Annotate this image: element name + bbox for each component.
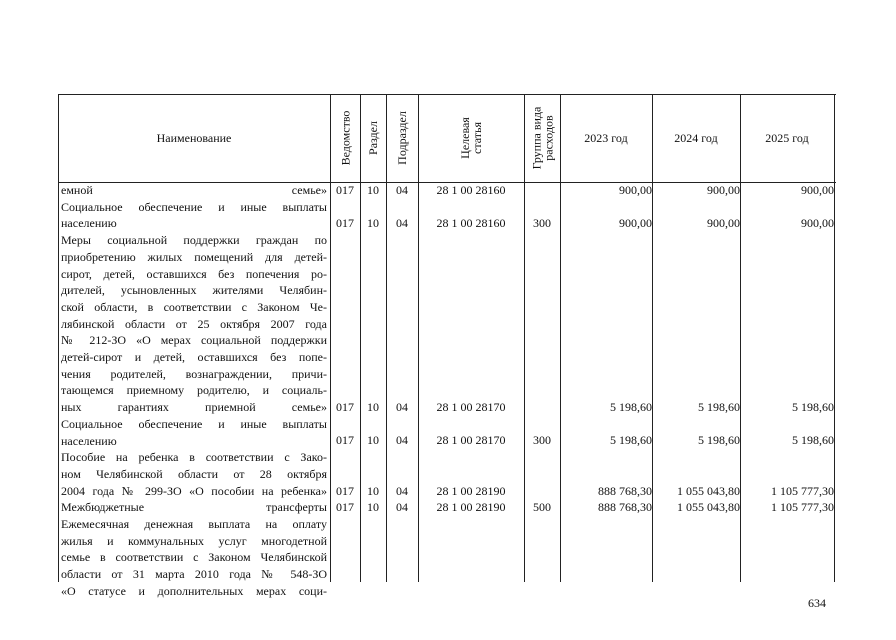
cell-podrazdel: 04 — [396, 183, 408, 197]
cell-podrazdel: 04 — [396, 400, 408, 415]
table-row — [58, 182, 836, 199]
row-name-line: емной семье» — [61, 183, 327, 197]
row-name-line: дителей, усыновленных жителями Челябин- — [61, 283, 327, 298]
cell-razdel: 10 — [367, 183, 379, 197]
cell-razdel: 10 — [367, 400, 379, 415]
header-2023-text: 2023 год — [584, 130, 628, 145]
cell-ved: 017 — [336, 400, 354, 415]
cell-y2023: 888 768,30 — [598, 500, 652, 515]
cell-y2024: 1 055 043,80 — [677, 500, 740, 515]
cell-razdel: 10 — [367, 483, 379, 498]
row-name-line: «О статусе и дополнительных мерах соци- — [61, 583, 327, 598]
row-name-line: семье в соответствии с Законом Челябинской — [61, 550, 327, 565]
cell-podrazdel: 04 — [396, 500, 408, 515]
row-name-line: области от 31 марта 2010 года № 548-ЗО — [61, 567, 327, 582]
cell-y2023: 5 198,60 — [610, 400, 652, 415]
cell-ved: 017 — [336, 216, 354, 231]
cell-celevaya: 28 1 00 28160 — [436, 183, 506, 197]
row-name-line: детей-сирот и детей, оставшихся без попе- — [61, 350, 327, 365]
row-name — [61, 516, 327, 600]
cell-y2024: 900,00 — [707, 183, 740, 197]
header-2025 — [740, 94, 834, 182]
row-name-line: ном Челябинской области от 28 октября — [61, 466, 327, 481]
cell-y2023: 900,00 — [619, 216, 652, 231]
row-name — [61, 199, 327, 232]
cell-y2025: 5 198,60 — [792, 400, 834, 415]
row-name-line: населению — [61, 216, 117, 231]
cell-razdel: 10 — [367, 500, 379, 515]
row-name-line: чения родителей, вознаграждении, причи- — [61, 366, 327, 381]
cell-celevaya: 28 1 00 28190 — [436, 483, 506, 498]
row-name-line: населению — [61, 433, 117, 448]
cell-ved: 017 — [336, 483, 354, 498]
row-name-line: Социальное обеспечение и иные выплаты — [61, 199, 327, 214]
row-name-line: ных гарантиях приемной семье» — [61, 400, 327, 415]
header-2023 — [560, 94, 652, 182]
cell-ved: 017 — [336, 500, 354, 515]
row-name-line: № 212-ЗО «О мерах социальной поддержки — [61, 333, 327, 348]
header-celevaya — [418, 94, 524, 182]
header-2024-text: 2024 год — [674, 130, 718, 145]
table-row — [58, 199, 836, 232]
cell-y2023: 900,00 — [619, 183, 652, 197]
header-name-text: Наименование — [156, 130, 232, 145]
cell-podrazdel: 04 — [396, 433, 408, 448]
cell-gruppa: 300 — [533, 433, 551, 448]
header-vedomstvo-text: Ведомство — [338, 110, 353, 166]
row-name-line: сирот, детей, оставшихся без попечения ро- — [61, 266, 327, 281]
row-name — [61, 232, 327, 416]
row-name-line: тающемся приемному родителю, и социаль- — [61, 383, 327, 398]
cell-ved: 017 — [336, 183, 354, 197]
table-row — [58, 516, 836, 600]
row-name-line: Ежемесячная денежная выплата на оплату — [61, 517, 327, 531]
row-name-line: ской области, в соответствии с Законом Че- — [61, 299, 327, 314]
header-celevaya-line1: Целевая — [457, 117, 472, 159]
header-gruppa-text — [530, 107, 554, 170]
header-podrazdel — [386, 94, 418, 182]
cell-y2024: 5 198,60 — [698, 433, 740, 448]
cell-celevaya: 28 1 00 28170 — [436, 433, 506, 448]
budget-table — [58, 94, 836, 598]
row-name-line: Меры социальной поддержки граждан по — [61, 233, 327, 248]
row-name — [61, 449, 327, 499]
cell-y2025: 900,00 — [801, 216, 834, 231]
header-2025-text: 2025 год — [765, 130, 809, 145]
row-name-line: приобретению жилых помещений для детей- — [61, 249, 327, 264]
cell-gruppa: 500 — [533, 500, 551, 515]
cell-y2023: 888 768,30 — [598, 483, 652, 498]
table-row — [58, 499, 836, 516]
cell-y2024: 900,00 — [707, 216, 740, 231]
header-celevaya-line2: статья — [469, 122, 484, 154]
row-name-line: лябинской области от 25 октября 2007 года — [61, 316, 327, 331]
header-razdel-text: Раздел — [366, 121, 381, 155]
cell-y2024: 1 055 043,80 — [677, 483, 740, 498]
cell-podrazdel: 04 — [396, 483, 408, 498]
header-razdel — [360, 94, 386, 182]
row-name — [61, 416, 327, 449]
cell-ved: 017 — [336, 433, 354, 448]
row-name — [61, 499, 327, 516]
header-gruppa-line2: расходов — [541, 115, 555, 161]
header-podrazdel-text: Подраздел — [395, 111, 410, 165]
table-row — [58, 232, 836, 416]
cell-podrazdel: 04 — [396, 216, 408, 231]
header-gruppa-line1: Группа вида — [529, 106, 543, 170]
table-row — [58, 416, 836, 449]
row-name-line: 2004 года № 299-ЗО «О пособии на ребенка» — [61, 483, 327, 498]
header-celevaya-text — [459, 117, 483, 159]
table-row — [58, 449, 836, 499]
header-name — [58, 94, 330, 182]
cell-y2025: 1 105 777,30 — [771, 483, 834, 498]
row-name-line: Социальное обеспечение и иные выплаты — [61, 416, 327, 431]
cell-razdel: 10 — [367, 216, 379, 231]
cell-celevaya: 28 1 00 28160 — [436, 216, 506, 231]
header-vedomstvo — [330, 94, 360, 182]
cell-razdel: 10 — [367, 433, 379, 448]
cell-y2024: 5 198,60 — [698, 400, 740, 415]
cell-y2023: 5 198,60 — [610, 433, 652, 448]
cell-y2025: 1 105 777,30 — [771, 500, 834, 515]
cell-celevaya: 28 1 00 28170 — [436, 400, 506, 415]
cell-celevaya: 28 1 00 28190 — [436, 500, 506, 515]
header-gruppa — [524, 94, 560, 182]
cell-gruppa: 300 — [533, 216, 551, 231]
row-name-line: Межбюджетные трансферты — [61, 500, 327, 515]
cell-y2025: 5 198,60 — [792, 433, 834, 448]
cell-y2025: 900,00 — [801, 183, 834, 197]
row-name-line: жилья и коммунальных услуг многодетной — [61, 533, 327, 548]
header-2024 — [652, 94, 740, 182]
row-name-line: Пособие на ребенка в соответствии с Зако- — [61, 450, 327, 465]
page-number: 634 — [808, 596, 826, 610]
row-name — [61, 182, 327, 199]
